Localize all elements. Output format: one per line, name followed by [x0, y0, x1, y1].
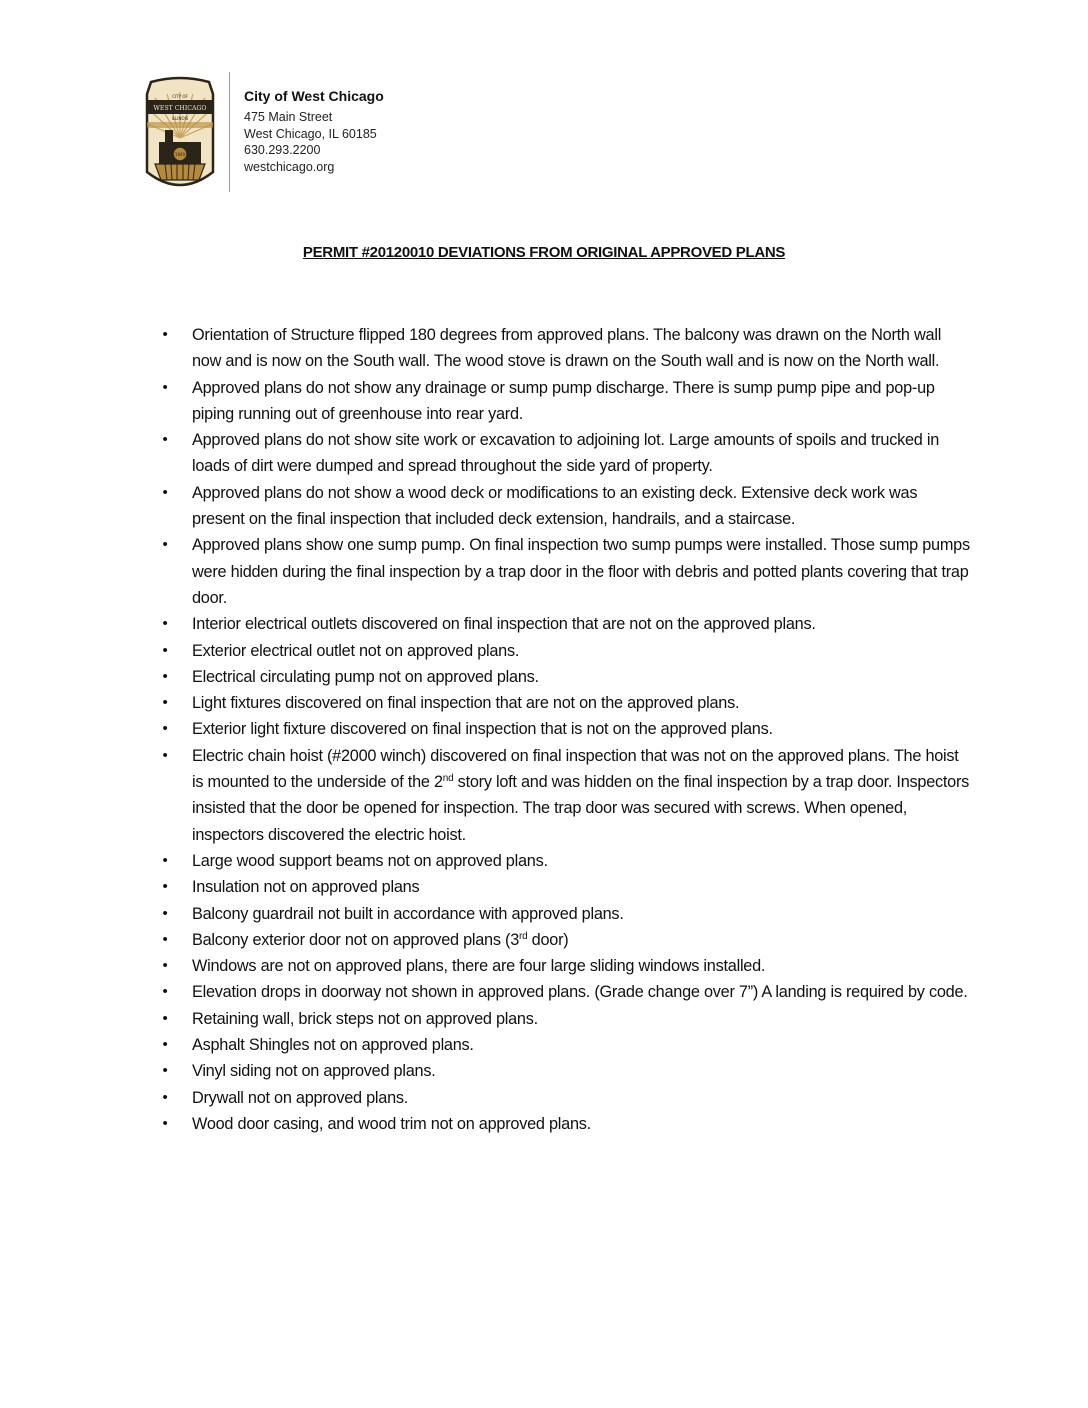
deviation-text: Windows are not on approved plans, there are four large sliding windows installed. — [192, 957, 766, 976]
deviation-text: Large wood support beams not on approved plans. — [192, 851, 548, 870]
deviation-text: Electrical circulating pump not on approved plans. — [192, 667, 539, 686]
deviation-text: Approved plans show one sump pump. On final inspection two sump pumps were installed. Those sump pumps were hidden during the final inspection by a trap door in the floor with debris and potted plants covering that trap door. — [192, 536, 970, 607]
deviation-item — [158, 953, 973, 979]
bullet-icon: • — [162, 1114, 168, 1132]
deviation-item — [158, 611, 973, 637]
deviation-item — [158, 1006, 973, 1032]
deviation-item — [158, 638, 973, 664]
city-seal-logo — [141, 76, 219, 192]
deviation-item — [158, 532, 973, 611]
deviation-item — [158, 927, 973, 953]
deviation-item — [158, 1058, 973, 1084]
deviation-text: Balcony guardrail not built in accordance with approved plans. — [192, 904, 624, 923]
deviation-text-continued: door) — [527, 930, 569, 949]
bullet-icon: • — [162, 851, 168, 869]
deviation-text: Light fixtures discovered on final inspection that are not on the approved plans. — [192, 694, 740, 713]
bullet-icon: • — [162, 957, 168, 975]
bullet-icon: • — [162, 983, 168, 1001]
deviation-text: Approved plans do not show any drainage or sump pump discharge. There is sump pump pipe and pop-up piping running out of greenhouse into rear yard. — [192, 378, 935, 423]
deviation-text: Balcony exterior door not on approved plans (3 — [192, 930, 519, 949]
bullet-icon: • — [162, 641, 168, 659]
deviation-text: Electric chain hoist (#2000 winch) discovered on final inspection that was not on the approved plans. The hoist is mounted to the underside of the 2 — [192, 746, 959, 792]
deviation-text: Wood door casing, and wood trim not on approved plans. — [192, 1114, 591, 1133]
bullet-icon: • — [162, 878, 168, 896]
deviation-text: Retaining wall, brick steps not on approved plans. — [192, 1009, 538, 1028]
deviation-item — [158, 979, 973, 1005]
letterhead-contact — [244, 86, 384, 175]
deviation-text: Insulation not on approved plans — [192, 878, 420, 897]
ordinal-superscript: nd — [442, 773, 454, 785]
deviation-item — [158, 664, 973, 690]
bullet-icon: • — [162, 904, 168, 922]
deviation-text: Drywall not on approved plans. — [192, 1088, 409, 1107]
deviation-item — [158, 848, 973, 874]
address-line-2: West Chicago, IL 60185 — [244, 126, 377, 141]
deviation-text: Approved plans do not show site work or excavation to adjoining lot. Large amounts of spoils and trucked in loads of dirt were dumped and spread throughout the side yard of property. — [192, 431, 940, 476]
deviation-text: Asphalt Shingles not on approved plans. — [192, 1036, 474, 1055]
bullet-icon: • — [162, 431, 168, 449]
phone-number: 630.293.2200 — [244, 143, 321, 157]
deviation-text: Vinyl siding not on approved plans. — [192, 1062, 436, 1081]
seal-top-text: CITY OF — [172, 94, 188, 99]
organization-name: City of West Chicago — [244, 88, 384, 104]
seal-badge-text: 1849 — [174, 152, 186, 157]
seal-bottom-text: ILLINOIS — [171, 116, 189, 121]
bullet-icon: • — [162, 694, 168, 712]
deviation-item — [158, 480, 973, 533]
bullet-icon: • — [162, 326, 168, 343]
bullet-icon: • — [162, 667, 168, 685]
deviation-text: Approved plans do not show a wood deck or modifications to an existing deck. Extensive deck work was present on the final inspection that included deck extension, handrails, and a staircase. — [192, 483, 918, 529]
bullet-icon: • — [162, 1088, 168, 1106]
deviation-item — [158, 743, 973, 848]
bullet-icon: • — [162, 1036, 168, 1054]
bullet-icon: • — [162, 378, 168, 396]
bullet-icon: • — [162, 1009, 168, 1027]
deviation-text: Exterior light fixture discovered on final inspection that is not on the approved plans. — [192, 720, 773, 739]
address-line-1: 475 Main Street — [244, 110, 333, 124]
deviation-text-continued: story loft and was hidden on the final inspection by a trap door. Inspectors insisted that the door be opened for inspection. The trap door was secured with screws. When opened, inspectors discovered the electric hoist. — [192, 773, 970, 844]
deviation-item — [158, 427, 973, 480]
letterhead-divider — [229, 72, 230, 192]
deviation-item — [158, 901, 973, 927]
deviation-item — [158, 1032, 973, 1058]
deviation-item — [158, 690, 973, 716]
bullet-icon: • — [162, 1062, 168, 1080]
bullet-icon: • — [162, 720, 168, 738]
deviation-item — [158, 322, 973, 375]
deviation-item — [158, 1085, 973, 1111]
bullet-icon: • — [162, 536, 168, 554]
deviation-text: Orientation of Structure flipped 180 degrees from approved plans. The balcony was drawn on the North wall now and is now on the South wall. The wood stove is drawn on the South wall and is now on the North wall. — [192, 326, 942, 371]
deviation-text: Interior electrical outlets discovered on final inspection that are not on the approved plans. — [192, 615, 816, 634]
deviation-item — [158, 874, 973, 900]
seal-banner-text: WEST CHICAGO — [153, 105, 207, 112]
bullet-icon: • — [162, 483, 168, 501]
deviation-text: Elevation drops in doorway not shown in approved plans. (Grade change over 7”) A landing is required by code. — [192, 983, 968, 1002]
deviation-list — [158, 322, 973, 1137]
ordinal-superscript: rd — [519, 930, 528, 942]
deviation-item — [158, 716, 973, 742]
bullet-icon: • — [162, 930, 168, 948]
bullet-icon: • — [162, 746, 168, 764]
deviation-item — [158, 375, 973, 428]
document-title: PERMIT #20120010 DEVIATIONS FROM ORIGINAL APPROVED PLANS — [302, 244, 786, 261]
deviation-item — [158, 1111, 973, 1137]
bullet-icon: • — [162, 615, 168, 633]
website: westchicago.org — [244, 159, 335, 174]
deviation-text: Exterior electrical outlet not on approved plans. — [192, 641, 520, 660]
